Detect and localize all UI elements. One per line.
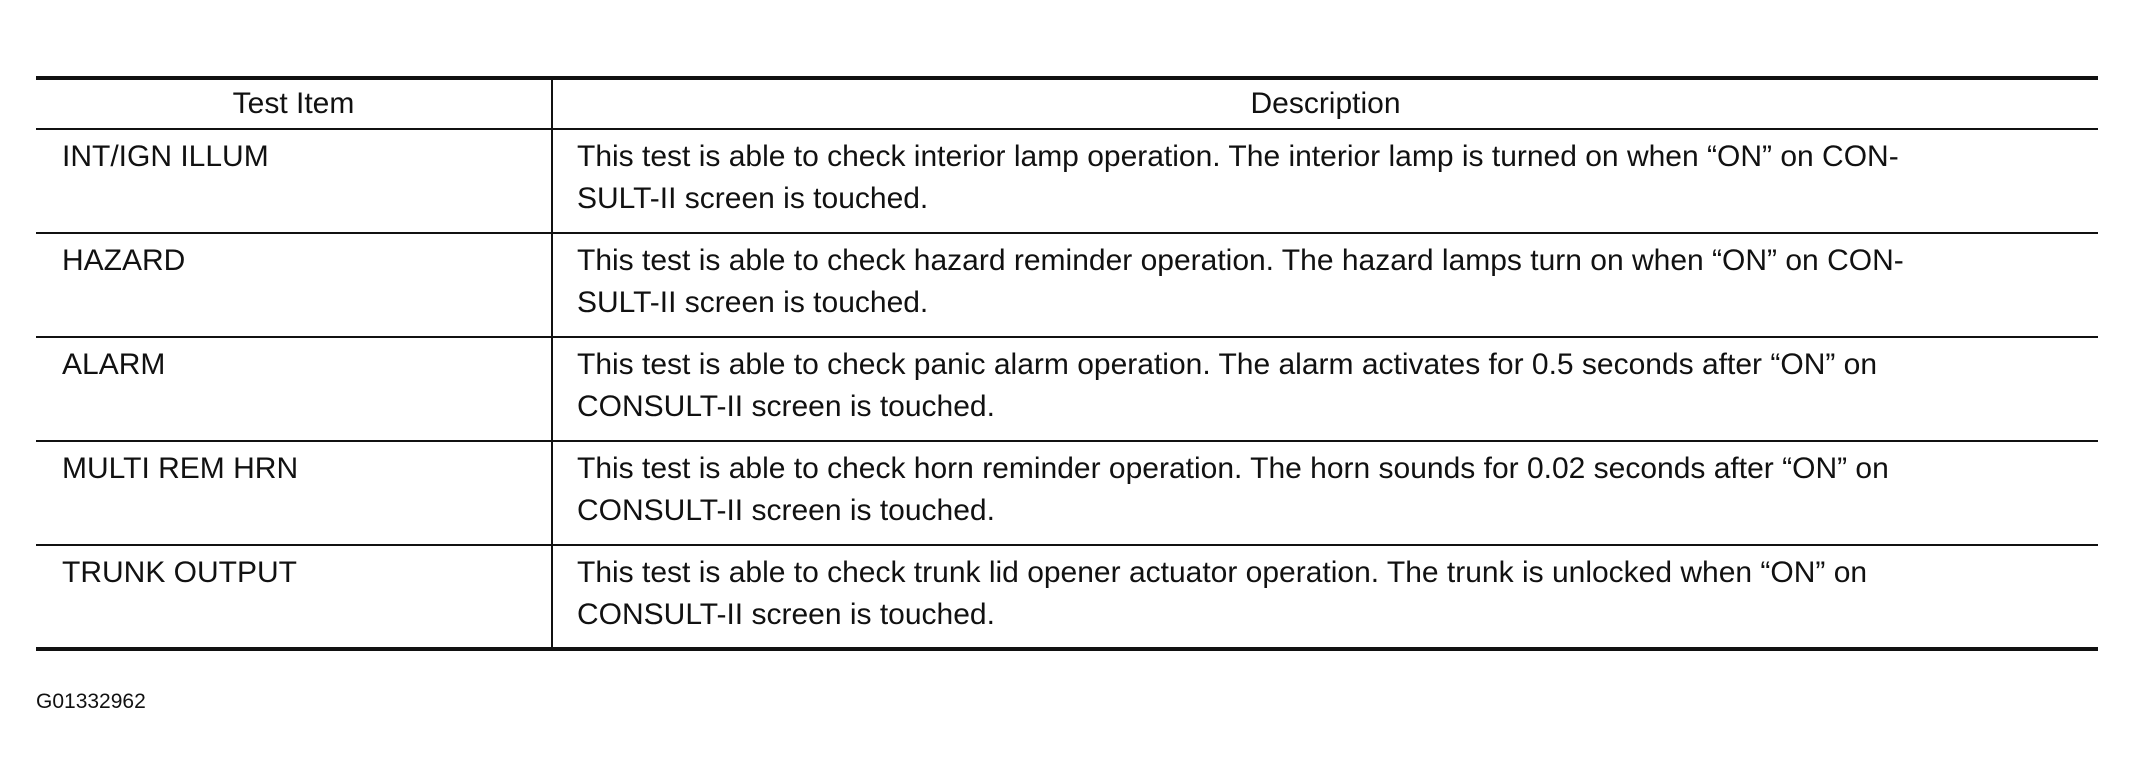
header-description: Description xyxy=(552,78,2098,129)
test-item-cell: INT/IGN ILLUM xyxy=(36,129,552,233)
figure-id-label: G01332962 xyxy=(36,690,146,713)
test-item-cell: ALARM xyxy=(36,337,552,441)
description-line: This test is able to check panic alarm operation. The alarm activates for 0.5 seconds after “ON” on xyxy=(577,348,1878,381)
description-cell xyxy=(552,337,2098,441)
description-cell xyxy=(552,545,2098,649)
test-item-cell: TRUNK OUTPUT xyxy=(36,545,552,649)
table-row xyxy=(36,545,2098,649)
description-line: CONSULT-II screen is touched. xyxy=(577,494,995,527)
test-item-cell: HAZARD xyxy=(36,233,552,337)
test-item-cell: MULTI REM HRN xyxy=(36,441,552,545)
active-test-table xyxy=(36,76,2098,651)
description-line: CONSULT-II screen is touched. xyxy=(577,598,995,631)
description-line: This test is able to check trunk lid opener actuator operation. The trunk is unlocked when “ON” on xyxy=(577,556,1868,589)
description-line: SULT-II screen is touched. xyxy=(577,182,929,215)
header-test-item: Test Item xyxy=(36,78,552,129)
description-line: This test is able to check hazard reminder operation. The hazard lamps turn on when “ON” on CON- xyxy=(577,244,1904,277)
description-line: SULT-II screen is touched. xyxy=(577,286,929,319)
description-cell xyxy=(552,233,2098,337)
description-cell xyxy=(552,129,2098,233)
table-row xyxy=(36,337,2098,441)
table-header-row xyxy=(36,78,2098,129)
description-line: CONSULT-II screen is touched. xyxy=(577,390,995,423)
description-line: This test is able to check interior lamp operation. The interior lamp is turned on when “ON” on CON- xyxy=(577,140,1899,173)
table-row xyxy=(36,441,2098,545)
description-line: This test is able to check horn reminder operation. The horn sounds for 0.02 seconds after “ON” on xyxy=(577,452,1889,485)
description-cell xyxy=(552,441,2098,545)
table-row xyxy=(36,233,2098,337)
table-row xyxy=(36,129,2098,233)
